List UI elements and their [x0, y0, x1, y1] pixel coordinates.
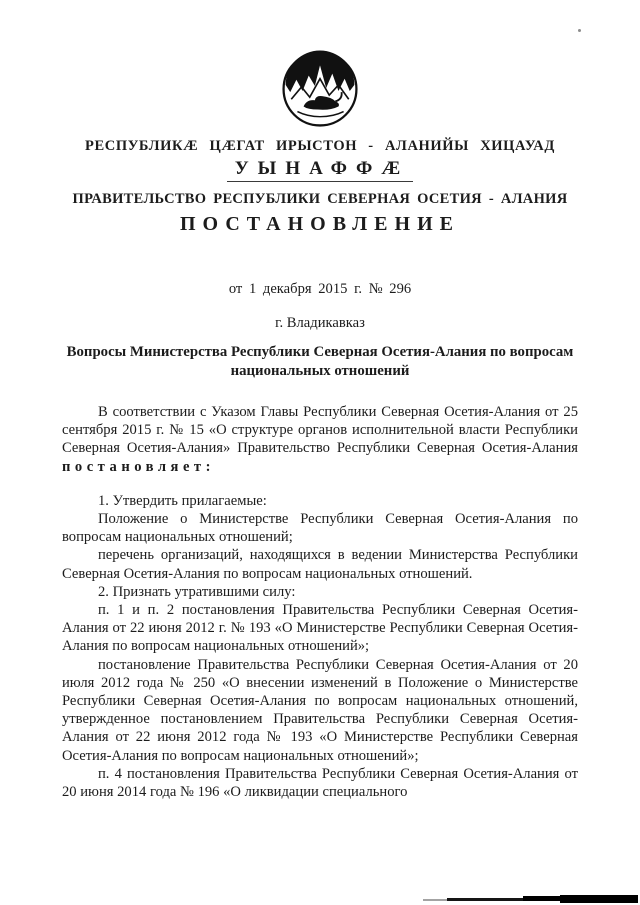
document-subject-title: Вопросы Министерства Республики Северная Осетия-Алания по вопросам национальных отношений — [66, 344, 574, 379]
resolves-word: постановляет: — [62, 458, 215, 475]
document-date-number: от 1 декабря 2015 г. № 296 — [228, 281, 412, 297]
scan-edge-artifact — [523, 896, 561, 901]
body-paragraph: п. 1 и п. 2 постановления Правительства Республики Северная Осетия-Алания от 22 июня 2012 г. № 193 «О Министерстве Республики Северная Осетия-Алания по вопросам национальных отношений»; — [62, 602, 578, 655]
scan-edge-artifact — [447, 898, 525, 901]
body-paragraph: постановление Правительства Республики Северная Осетия-Алания от 20 июля 2012 года № 250 «О внесении изменений в Положение о Министерстве Республики Северная Осетия-Алания по вопросам национальных отношений, утвержденное постановлением Правительства Республики Северная Осетия-Алания от 22 июня 2012 года № 193 «О Министерстве Республики Северная Осетия-Алания по вопросам национальных отношений»; — [62, 656, 578, 764]
decree-word-ossetian: УЫНАФФÆ — [227, 158, 414, 182]
government-name-russian: ПРАВИТЕЛЬСТВО РЕСПУБЛИКИ СЕВЕРНАЯ ОСЕТИЯ - АЛАНИЯ — [72, 191, 568, 207]
scan-edge-artifact — [560, 895, 638, 903]
republic-emblem-icon — [281, 50, 359, 128]
body-paragraph: Положение о Министерстве Республики Северная Осетия-Алания по вопросам национальных отношений; — [62, 511, 578, 546]
body-paragraph: 2. Признать утратившими силу: — [98, 583, 296, 600]
republic-name-ossetian: РЕСПУБЛИКÆ ЦÆГАТ ИРЫСТОН - АЛАНИЙЫ ХИЦАУАД — [85, 138, 555, 154]
body-paragraph: 1. Утвердить прилагаемые: — [98, 492, 267, 509]
body-paragraph: перечень организаций, находящихся в ведении Министерства Республики Северная Осетия-Алания по вопросам национальных отношений. — [62, 547, 578, 582]
decree-word-ossetian-wrap — [0, 158, 640, 182]
scan-edge-artifact — [423, 899, 449, 901]
document-city: г. Владикавказ — [275, 315, 365, 331]
document-body — [62, 403, 578, 801]
scan-speck-artifact — [578, 29, 581, 32]
body-paragraph: п. 4 постановления Правительства Республики Северная Осетия-Алания от 20 июня 2014 года № 196 «О ликвидации специального — [62, 765, 578, 801]
document-type-title: ПОСТАНОВЛЕНИЕ — [180, 213, 460, 235]
intro-paragraph: В соответствии с Указом Главы Республики Северная Осетия-Алания от 25 сентября 2015 г. № 15 «О структуре органов исполнительной власти Республики Северная Осетия-Алания» Правительство Республики Северная Осетия-Алания — [62, 404, 578, 457]
